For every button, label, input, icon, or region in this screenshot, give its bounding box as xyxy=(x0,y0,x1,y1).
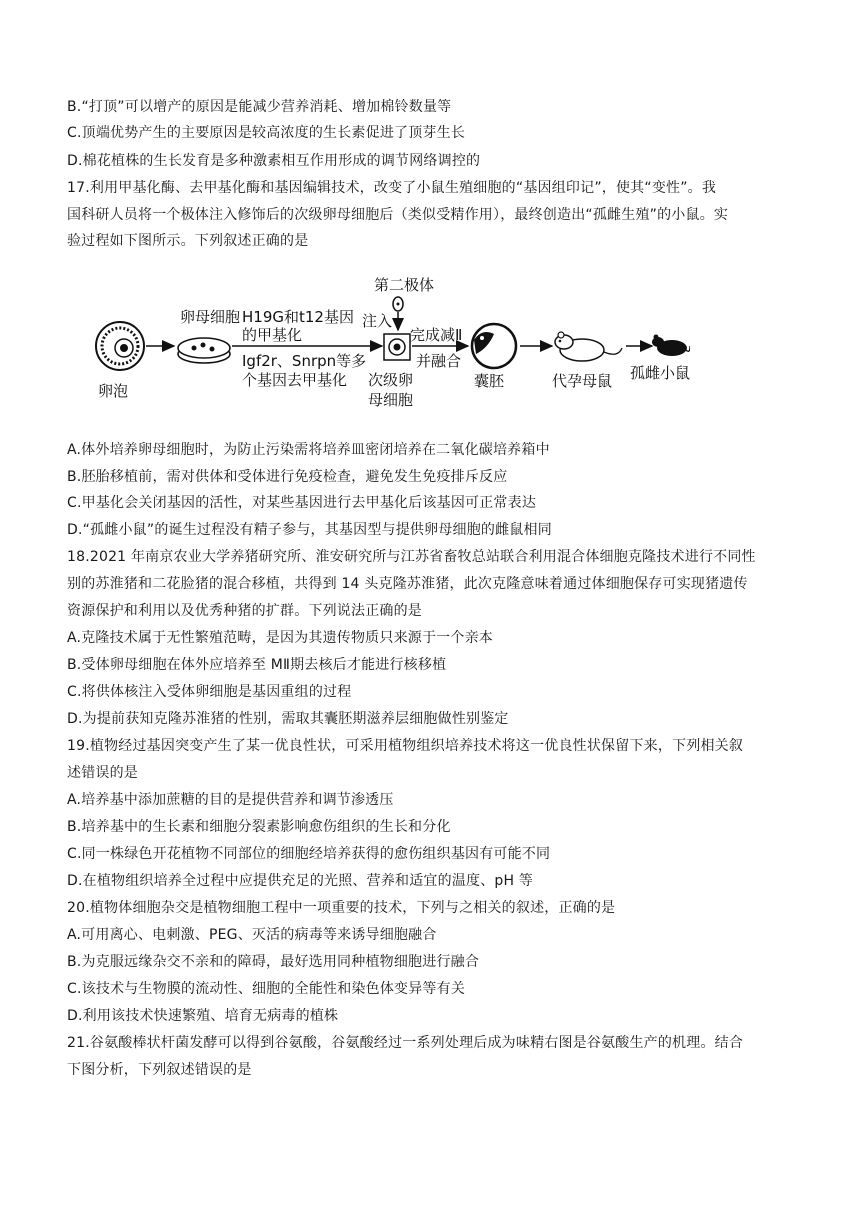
q19-option-d: D.在植物组织培养全过程中应提供充足的光照、营养和适宜的温度、pH 等 xyxy=(67,873,534,889)
q16-option-c: C.顶端优势产生的主要原因是较高浓度的生长素促进了顶芽生长 xyxy=(67,125,466,141)
q18-option-b: B.受体卵母细胞在体外应培养至 MⅡ期去核后才能进行核移植 xyxy=(67,657,447,673)
q17-option-a: A.体外培养卵母细胞时，为防止污染需将培养皿密闭培养在二氧化碳培养箱中 xyxy=(67,442,550,458)
polar-body-label: 第二极体 xyxy=(374,276,435,294)
q19-option-c: C.同一株绿色开花植物不同部位的细胞经培养获得的愈伤组织基因有可能不同 xyxy=(67,846,551,862)
q19-option-a: A.培养基中添加蔗糖的目的是提供营养和调节渗透压 xyxy=(67,792,394,808)
q19-stem-line-1: 19.植物经过基因突变产生了某一优良性状，可采用植物组织培养技术将这一优良性状保留下来，下列相关叙 xyxy=(67,738,744,754)
q17-option-c: C.甲基化会关闭基因的活性，对某些基因进行去甲基化后该基因可正常表达 xyxy=(67,495,537,511)
q20-option-d: D.利用该技术快速繁殖、培育无病毒的植株 xyxy=(67,1008,339,1024)
petri-dish-icon xyxy=(178,338,230,363)
process-diagram-svg xyxy=(90,268,690,418)
q17-option-d: D.“孤雌小鼠”的诞生过程没有精子参与，其基因型与提供卵母细胞的雌鼠相同 xyxy=(67,522,552,538)
q17-option-b: B.胚胎移植前，需对供体和受体进行免疫检查，避免发生免疫排斥反应 xyxy=(67,469,508,485)
q20-stem-line-1: 20.植物体细胞杂交是植物细胞工程中一项重要的技术，下列与之相关的叙述，正确的是 xyxy=(67,900,616,916)
q17-stem-line-1: 17.利用甲基化酶、去甲基化酶和基因编辑技术，改变了小鼠生殖细胞的“基因组印记”，使其“变性”。我 xyxy=(67,180,717,196)
q17-process-diagram xyxy=(90,268,690,418)
q20-option-b: B.为克服远缘杂交不亲和的障碍，最好选用同种植物细胞进行融合 xyxy=(67,954,480,970)
methylation-label-1: H19G和t12基因 xyxy=(242,308,354,326)
inject-label: 注入 xyxy=(362,312,393,330)
demethylation-label-2: 个基因去甲基化 xyxy=(242,371,348,389)
methylation-label-2: 的甲基化 xyxy=(242,326,303,344)
secondary-oocyte-label-1: 次级卵 xyxy=(368,371,414,389)
surrogate-label: 代孕母鼠 xyxy=(552,372,613,390)
fuse-label: 并融合 xyxy=(416,352,462,370)
oocyte-label: 卵母细胞 xyxy=(180,308,241,326)
parthenogenetic-mouse-icon xyxy=(652,335,690,357)
q19-stem-line-2: 述错误的是 xyxy=(67,765,138,781)
q18-stem-line-1: 18.2021 年南京农业大学养猪研究所、淮安研究所与江苏省畜牧总站联合利用混合体细胞克隆技术进行不同性 xyxy=(67,549,756,565)
q19-option-b: B.培养基中的生长素和细胞分裂素影响愈伤组织的生长和分化 xyxy=(67,819,451,835)
q18-option-a: A.克隆技术属于无性繁殖范畴，是因为其遗传物质只来源于一个亲本 xyxy=(67,630,493,646)
q17-stem-line-3: 验过程如下图所示。下列叙述正确的是 xyxy=(67,233,309,249)
polar-body-icon xyxy=(393,297,403,311)
blastocyst-icon xyxy=(472,324,516,368)
q20-option-c: C.该技术与生物膜的流动性、细胞的全能性和染色体变异等有关 xyxy=(67,981,466,997)
follicle-icon xyxy=(96,322,144,370)
q18-option-c: C.将供体核注入受体卵细胞是基因重组的过程 xyxy=(67,684,352,700)
meiosis-label: 完成减Ⅱ xyxy=(410,326,463,344)
secondary-oocyte-icon xyxy=(384,334,410,360)
q18-stem-line-2: 别的苏淮猪和二花脸猪的混合移植，共得到 14 头克隆苏淮猪，此次克隆意味着通过体细胞保存可实现猪遗传 xyxy=(67,576,748,592)
q18-stem-line-3: 资源保护和利用以及优秀种猪的扩群。下列说法正确的是 xyxy=(67,603,422,619)
parthenogenetic-mouse-label: 孤雌小鼠 xyxy=(630,364,690,382)
q16-option-d: D.棉花植株的生长发育是多种激素相互作用形成的调节网络调控的 xyxy=(67,153,481,169)
q21-stem-line-2: 下图分析，下列叙述错误的是 xyxy=(67,1062,252,1078)
secondary-oocyte-label-2: 母细胞 xyxy=(368,391,414,409)
q17-stem-line-2: 国科研人员将一个极体注入修饰后的次级卵母细胞后（类似受精作用），最终创造出“孤雌生殖”的小鼠。实 xyxy=(67,207,729,223)
demethylation-label-1: Igf2r、Snrpn等多 xyxy=(242,352,367,370)
q16-option-b: B.“打顶”可以增产的原因是能减少营养消耗、增加棉铃数量等 xyxy=(67,99,452,115)
q20-option-a: A.可用离心、电刺激、PEG、灭活的病毒等来诱导细胞融合 xyxy=(67,927,437,943)
follicle-label: 卵泡 xyxy=(98,382,129,400)
q18-option-d: D.为提前获知克隆苏淮猪的性别，需取其囊胚期滋养层细胞做性别鉴定 xyxy=(67,711,509,727)
blastocyst-label: 囊胚 xyxy=(474,372,505,390)
q21-stem-line-1: 21.谷氨酸棒状杆菌发酵可以得到谷氨酸，谷氨酸经过一系列处理后成为味精右图是谷氨酸生产的机理。结合 xyxy=(67,1035,744,1051)
surrogate-mouse-icon xyxy=(555,332,622,361)
